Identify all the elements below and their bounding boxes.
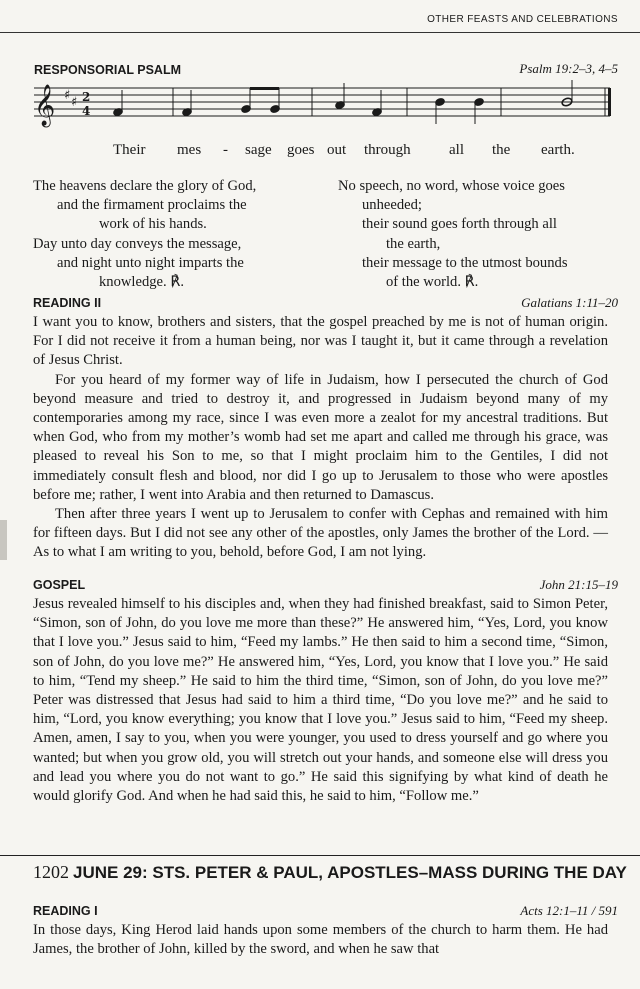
section-divider	[0, 855, 640, 856]
lyric-word: mes	[177, 142, 202, 158]
verse-line: their message to the utmost bounds	[362, 254, 568, 271]
verse-line: and night unto night imparts the	[57, 254, 244, 271]
lyric-word: the	[492, 142, 511, 158]
verse-line: Day unto day conveys the message,	[33, 235, 242, 252]
psalm-citation: Psalm 19:2–3, 4–5	[519, 61, 618, 76]
lyric-word: out	[327, 142, 347, 158]
lyric-word: earth.	[541, 142, 575, 158]
sharp-c-icon: ♯	[71, 95, 78, 110]
lyric-hyphen: -	[223, 142, 228, 158]
gospel-citation: John 21:15–19	[539, 577, 618, 592]
verse-line: of the world. ℟.	[386, 274, 479, 291]
lyric-word: through	[364, 142, 411, 158]
paragraph: Jesus revealed himself to his disciples and, when they had finished breakfast, said to Simon Peter, “Simon, son of John, do you love me more than these?” He answered him, “Yes, Lord, you know that I love you.” Jesus said to him, “Feed my lambs.” He then said to him a second time, “Simon, son of John, do you love me?” He answered him, “Yes, Lord, you know that I love you.” He said to him, “Tend my sheep.” He said to him the third time, “Simon, son of John, do you love me?” Peter was distressed that Jesus had said to him a third time, “Do you love me?” and he said to him, “Lord, you know everything; you know that I love you.” Jesus said to him, “Feed my sheep. Amen, amen, I say to you, when you were younger, you used to dress yourself and go where you wanted; but when you grow old, you will stretch out your hands, and someone else will dress you and lead you where you do not want to go.” He said this signifying by what kind of death he would glorify God. And when he had said this, he said to him, “Follow me.”	[33, 596, 608, 805]
reading1-heading: READING I	[33, 904, 98, 918]
paragraph: In those days, King Herod laid hands upon some members of the church to harm them. He had James, the brother of John, killed by the sword, and when he saw that	[33, 922, 608, 958]
verse-line: knowledge. ℟.	[99, 274, 184, 291]
reading1-citation: Acts 12:1–11 / 591	[520, 903, 618, 918]
psalm-verses-left	[33, 177, 333, 292]
reading2-citation: Galatians 1:11–20	[521, 295, 618, 310]
paragraph: I want you to know, brothers and sisters, that the gospel preached by me is not of human origin. For I did not receive it from a human being, nor was I taught it, but it came through a revelation of Jesus Christ.	[33, 314, 608, 369]
psalm-verses-right	[338, 177, 623, 292]
lyric-word: Their	[113, 142, 146, 158]
section-number: 1202	[33, 862, 69, 882]
verse-line: and the firmament proclaims the	[57, 197, 247, 214]
time-signature-bottom: 4	[82, 104, 91, 118]
verse-line: unheeded;	[362, 197, 422, 214]
lyric-word: goes	[287, 142, 315, 158]
section-heading	[33, 862, 627, 883]
psalm-heading: RESPONSORIAL PSALM	[34, 63, 182, 77]
verse-line: the earth,	[386, 235, 441, 252]
sharp-f-icon: ♯	[64, 88, 71, 103]
section-title: JUNE 29: STS. PETER & PAUL, APOSTLES–MASS DURING THE DAY	[73, 863, 627, 882]
paragraph: Then after three years I went up to Jerusalem to confer with Cephas and remained with him for fifteen days. But I did not see any other of the apostles, only James the brother of the Lord. —As to what I am writing to you, behold, before God, I am not lying.	[33, 506, 608, 561]
verse-line: their sound goes forth through all	[362, 216, 557, 233]
page-edge-tab	[0, 520, 7, 560]
paragraph: For you heard of my former way of life in Judaism, how I persecuted the church of God beyond measure and tried to destroy it, and progressed in Judaism beyond many of my contemporaries among my race, since I was even more a zealot for my ancestral traditions. But when God, who from my mother’s womb had set me apart and called me through his grace, was pleased to reveal his Son to me, so that I might proclaim him to the Gentiles, I did not immediately consult flesh and blood, nor did I go up to Jerusalem to those who were apostles before me; rather, I went into Arabia and then returned to Damascus.	[33, 371, 608, 503]
verse-line: The heavens declare the glory of God,	[33, 178, 257, 194]
treble-clef-icon: 𝄞	[34, 85, 56, 126]
reading1-body	[33, 921, 608, 959]
header-divider	[0, 32, 640, 33]
psalm-music-staff	[30, 80, 615, 130]
verse-line: work of his hands.	[99, 216, 207, 233]
time-signature-top: 2	[82, 90, 91, 104]
gospel-body	[33, 595, 608, 806]
gospel-heading: GOSPEL	[33, 578, 86, 592]
reading2-heading: READING II	[33, 296, 102, 310]
verse-line: No speech, no word, whose voice goes	[338, 178, 565, 194]
lyric-word: sage	[245, 142, 272, 158]
running-head: OTHER FEASTS AND CELEBRATIONS	[427, 14, 618, 25]
lyric-word: all	[449, 142, 464, 158]
reading2-body	[33, 313, 608, 563]
